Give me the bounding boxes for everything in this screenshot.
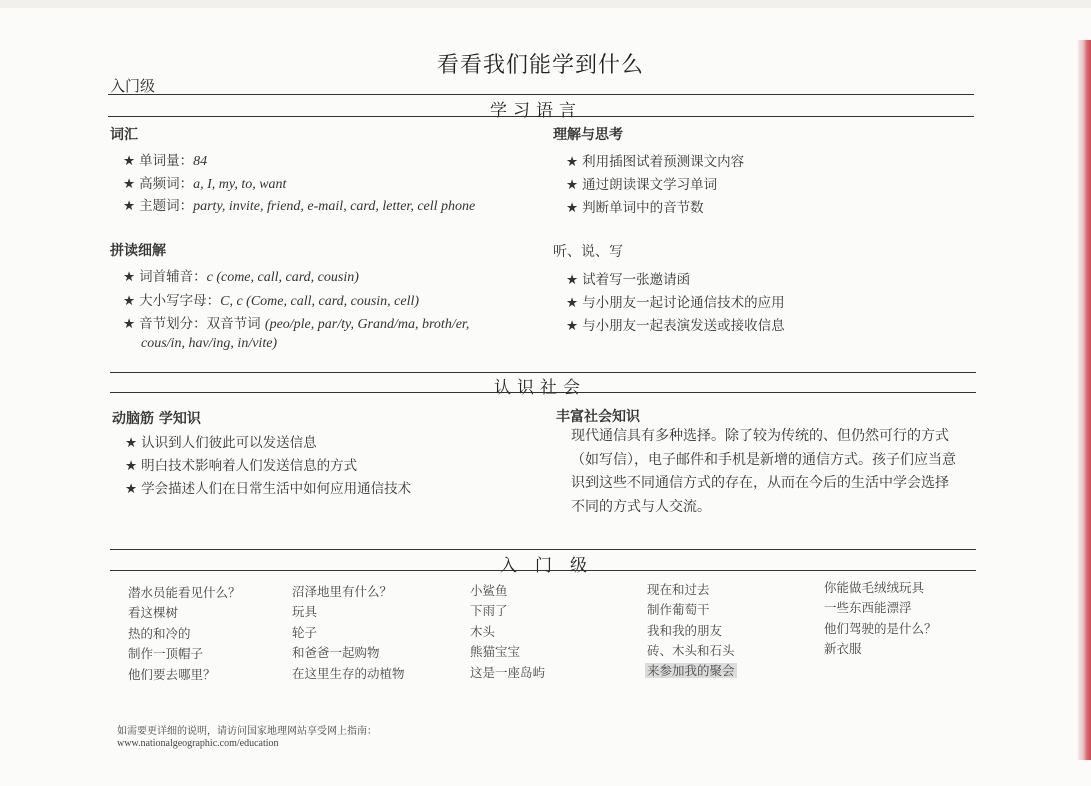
book-title: 一些东西能漂浮 [824,600,912,615]
page-top-edge [0,0,1091,8]
list-item: ★ 判断单词中的音节数 [566,200,704,216]
book-title: 小鲨鱼 [470,583,508,598]
list-item: ★ 与小朋友一起表演发送或接收信息 [566,318,785,334]
star-icon: ★ [123,293,136,309]
book-edge [1078,40,1091,760]
star-icon: ★ [123,176,136,192]
list-item: ★ 试着写一张邀请函 [566,272,691,288]
page-title: 看看我们能学到什么 [437,53,645,78]
book-title: 我和我的朋友 [647,623,723,638]
book-title-highlighted: 来参加我的聚会 [647,663,735,678]
star-icon: ★ [566,177,579,193]
list-item-continuation: cous/in, hav/ing, in/vite) [141,336,278,351]
book-title: 看这棵树 [128,605,179,620]
star-icon: ★ [125,458,138,474]
star-icon: ★ [566,318,579,334]
section-title-entry: 入门级 [500,556,605,576]
list-item: ★ 利用插图试着预测课文内容 [566,154,745,170]
book-title: 这是一座岛屿 [470,665,546,680]
rule [110,549,976,550]
star-icon: ★ [125,481,138,497]
heading-brain: 动脑筋 学知识 [112,411,201,427]
list-item: ★ 主题词：party, invite, friend, e-mail, card, letter, cell phone [123,198,476,214]
book-title: 新衣服 [824,641,862,656]
book-title: 下雨了 [470,603,508,618]
rule [110,570,976,571]
book-title: 在这里生存的动植物 [292,666,405,681]
star-icon: ★ [566,200,579,216]
star-icon: ★ [123,153,136,169]
list-item: ★ 认识到人们彼此可以发送信息 [125,435,317,451]
list-item: ★ 明白技术影响着人们发送信息的方式 [125,458,358,474]
star-icon: ★ [566,295,579,311]
list-item: ★ 词首辅音：c (come, call, card, cousin) [123,269,359,285]
book-title: 玩具 [292,604,318,619]
book-title: 热的和冷的 [128,626,191,641]
list-item: ★ 音节划分：双音节词 (peo/ple, par/ty, Grand/ma, broth/er, [123,316,470,332]
star-icon: ★ [123,198,136,214]
rule [110,392,976,393]
heading-listen: 听、说、写 [553,244,623,260]
star-icon: ★ [566,154,579,170]
star-icon: ★ [566,272,579,288]
heading-vocab: 词汇 [110,127,138,143]
book-title: 你能做毛绒绒玩具 [824,580,925,595]
rule [108,116,974,117]
book-title: 熊猫宝宝 [470,644,521,659]
heading-phonics: 拼读细解 [110,243,166,259]
section-title-language: 学习语言 [490,101,582,121]
list-item: ★ 通过朗读课文学习单词 [566,177,718,193]
list-item: ★ 学会描述人们在日常生活中如何应用通信技术 [125,481,412,497]
book-title: 制作一顶帽子 [128,646,204,661]
level-label: 入门级 [110,77,156,95]
footer-note: 如需要更详细的说明，请访问国家地理网站享受网上指南： [117,726,377,737]
list-item: ★ 单词量：84 [123,153,208,169]
star-icon: ★ [123,316,136,332]
book-title: 轮子 [292,625,318,640]
book-title: 砖、木头和石头 [647,643,735,658]
book-title: 他们驾驶的是什么？ [824,621,937,636]
footer-url: www.nationalgeographic.com/education [117,738,279,749]
knowledge-paragraph: 现代通信具有多种选择。除了较为传统的、但仍然可行的方式 （如写信），电子邮件和手机是新增的通信方式。孩子们应当意 识到这些不同通信方式的存在，从而在今后的生活中学会选择 不同的方式与人交流。 [571,428,956,515]
star-icon: ★ [125,435,138,451]
heading-knowledge: 丰富社会知识 [556,409,640,425]
star-icon: ★ [123,269,136,285]
list-item: ★ 大小写字母：C, c (Come, call, card, cousin, cell) [123,293,420,309]
book-title: 制作葡萄干 [647,602,710,617]
book-title: 他们要去哪里？ [128,667,216,682]
book-title: 潜水员能看见什么？ [128,585,241,600]
rule [108,94,974,95]
book-title: 和爸爸一起购物 [292,645,380,660]
section-title-society: 认识社会 [494,378,586,398]
book-title: 木头 [470,624,496,639]
book-title: 沼泽地里有什么？ [292,584,393,599]
list-item: ★ 高频词：a, I, my, to, want [123,176,287,192]
heading-thinking: 理解与思考 [553,127,623,143]
book-title: 现在和过去 [647,582,710,597]
list-item: ★ 与小朋友一起讨论通信技术的应用 [566,295,785,311]
